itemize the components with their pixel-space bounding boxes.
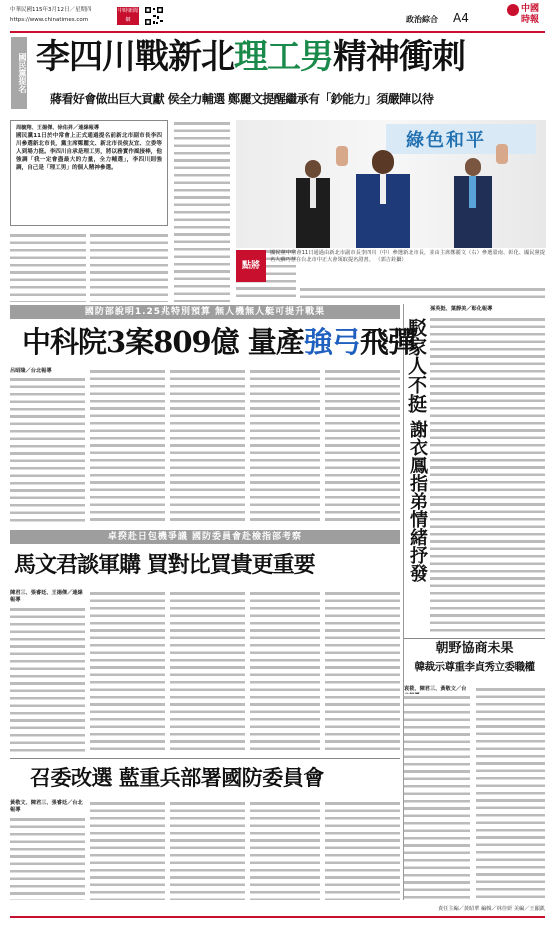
missile-kicker-text: 國防部說明1.25兆特別預算 無人機無人艇可提升戰果	[84, 307, 326, 317]
ma-body-4	[250, 590, 320, 754]
website-url[interactable]: https://www.chinatimes.com	[10, 17, 89, 23]
photo-raised-hands-2	[496, 144, 508, 164]
top-story-photo[interactable]	[236, 120, 546, 248]
missile-headline-highlight: 強弓	[303, 325, 360, 359]
top-story-lead-box	[10, 120, 168, 226]
mnd-body-3	[170, 800, 245, 900]
right-bottom-kicker: 朝野協商未果	[435, 641, 514, 656]
missile-body-4	[250, 368, 320, 524]
top-story-body-col3	[174, 120, 230, 302]
missile-body-2	[90, 368, 165, 524]
section-name: 政治綜合	[406, 15, 438, 24]
missile-body-5	[325, 368, 400, 524]
missile-headline	[22, 322, 416, 362]
right-bottom-body-1	[404, 694, 470, 900]
mnd-top-rule	[10, 758, 400, 759]
china-times-logo-icon	[507, 4, 547, 30]
right-top-body	[430, 316, 545, 636]
mnd-body-4	[250, 800, 320, 900]
right-bottom-byline: 袁筱、陳君三、黃敬文／台	[404, 686, 467, 692]
person-right	[454, 158, 492, 248]
photo-credit: （郭吉銓攝）	[375, 257, 407, 264]
missile-body-1	[10, 376, 85, 524]
top-story-kicker	[11, 37, 27, 109]
person-center	[356, 150, 410, 248]
issue-date: 中華民國115年3月12日／星期四	[10, 7, 92, 13]
missile-byline: 呂昭隆／台北報導	[10, 368, 52, 374]
headline-part3: 精神衝刺	[333, 37, 465, 77]
mnd-body-1	[10, 816, 85, 900]
footer-editors: 責任主編／黃昭華 編輯／林佳妍 美編／王顯凱	[437, 906, 545, 912]
missile-kicker	[10, 305, 400, 319]
ma-kicker	[10, 530, 400, 544]
footer-rule	[10, 916, 545, 918]
top-story-byline: 周毓翔、王揚傑、徐佑昇／連線報導	[16, 125, 100, 131]
photo-caption-text: 國民黨中常會11日通過由新北市副市長李四川（中）參選新北市長，並由主席鄭麗文（右）參選臺南、彰化、國民黨提名人蘇巧慧在台北市中正大會領取提名證書。	[270, 250, 545, 264]
qr-code-icon[interactable]	[144, 6, 164, 26]
top-story-lead: 國民黨11日於中常會上正式通過提名前新北市副市長李四川參選新北市長，黨主席鄭麗文、新北市長侯友宜、立委等人到場力挺。李四川自承是理工男，將以務實作風接棒，他強調「我一定會盡最大的力量，全力輔選」，李四川則強調，自己是「理工男」的個人精神參選。	[16, 133, 162, 171]
mnd-body-5	[325, 800, 400, 900]
ma-headline: 馬文君談軍購 買對比買貴更重要	[14, 552, 315, 578]
right-bottom-headline: 韓裁示尊重李貞秀立委職權	[414, 661, 535, 673]
right-top-headline-line2: 謝衣鳳指弟情緒抒發	[407, 420, 428, 582]
mnd-byline: 黃敬文、陳君三、張睿廷／台北報導	[10, 800, 83, 813]
masthead	[10, 6, 545, 30]
person-left	[296, 160, 330, 248]
paper-name: 中國時報	[521, 4, 540, 25]
photo-raised-hands	[336, 146, 348, 166]
missile-headline-part1: 中科院3案809億 量產	[22, 325, 304, 359]
top-story-body-col1	[10, 232, 86, 302]
ma-kicker-text: 卓揆赴日包機爭議 國防委員會赴檢指部考察	[107, 532, 303, 542]
ma-byline: 陳君三、張睿廷、王揚傑／連線報導	[10, 590, 83, 603]
right-top-byline: 孫英挺、葉靜美／彰化報導	[430, 306, 493, 312]
missile-body-3	[170, 368, 245, 524]
photo-label-text: 點將	[241, 261, 260, 271]
missile-headline-part2: 飛彈	[359, 325, 416, 359]
small-logo	[117, 7, 139, 25]
headline-part2: 理工男	[234, 37, 333, 77]
right-top-headline-2	[404, 420, 428, 640]
ma-body-3	[170, 590, 245, 754]
ma-body-2	[90, 590, 165, 754]
photo-caption	[270, 250, 545, 264]
right-bottom-body-2	[476, 686, 545, 900]
ma-body-5	[325, 590, 400, 754]
top-story-headline	[36, 36, 546, 78]
photo-backdrop-text: 綠色和平	[406, 130, 486, 151]
top-story-subhead: 蔣看好會做出巨大貢獻 侯全力輔選 鄭麗文提醒繼承有「鈔能力」須嚴陣以待	[50, 92, 434, 106]
top-story-body-col2	[90, 232, 168, 302]
ma-body-1	[10, 606, 85, 754]
logo-circle	[507, 4, 519, 16]
masthead-rule	[10, 31, 545, 33]
headline-part1: 李四川戰新北	[36, 37, 234, 77]
page-number: A4	[453, 11, 469, 25]
mnd-headline: 召委改選 藍重兵部署國防委員會	[30, 765, 324, 790]
right-bottom-rule	[404, 638, 545, 639]
right-top-headline-line1: 駁家人不挺	[405, 318, 427, 413]
photo-label	[236, 250, 266, 282]
top-story-body-col5	[300, 286, 545, 302]
mnd-body-2	[90, 800, 165, 900]
top-story-kicker-text: 國民黨提名	[18, 53, 27, 93]
small-logo-text: 中時新聞網	[117, 8, 138, 23]
